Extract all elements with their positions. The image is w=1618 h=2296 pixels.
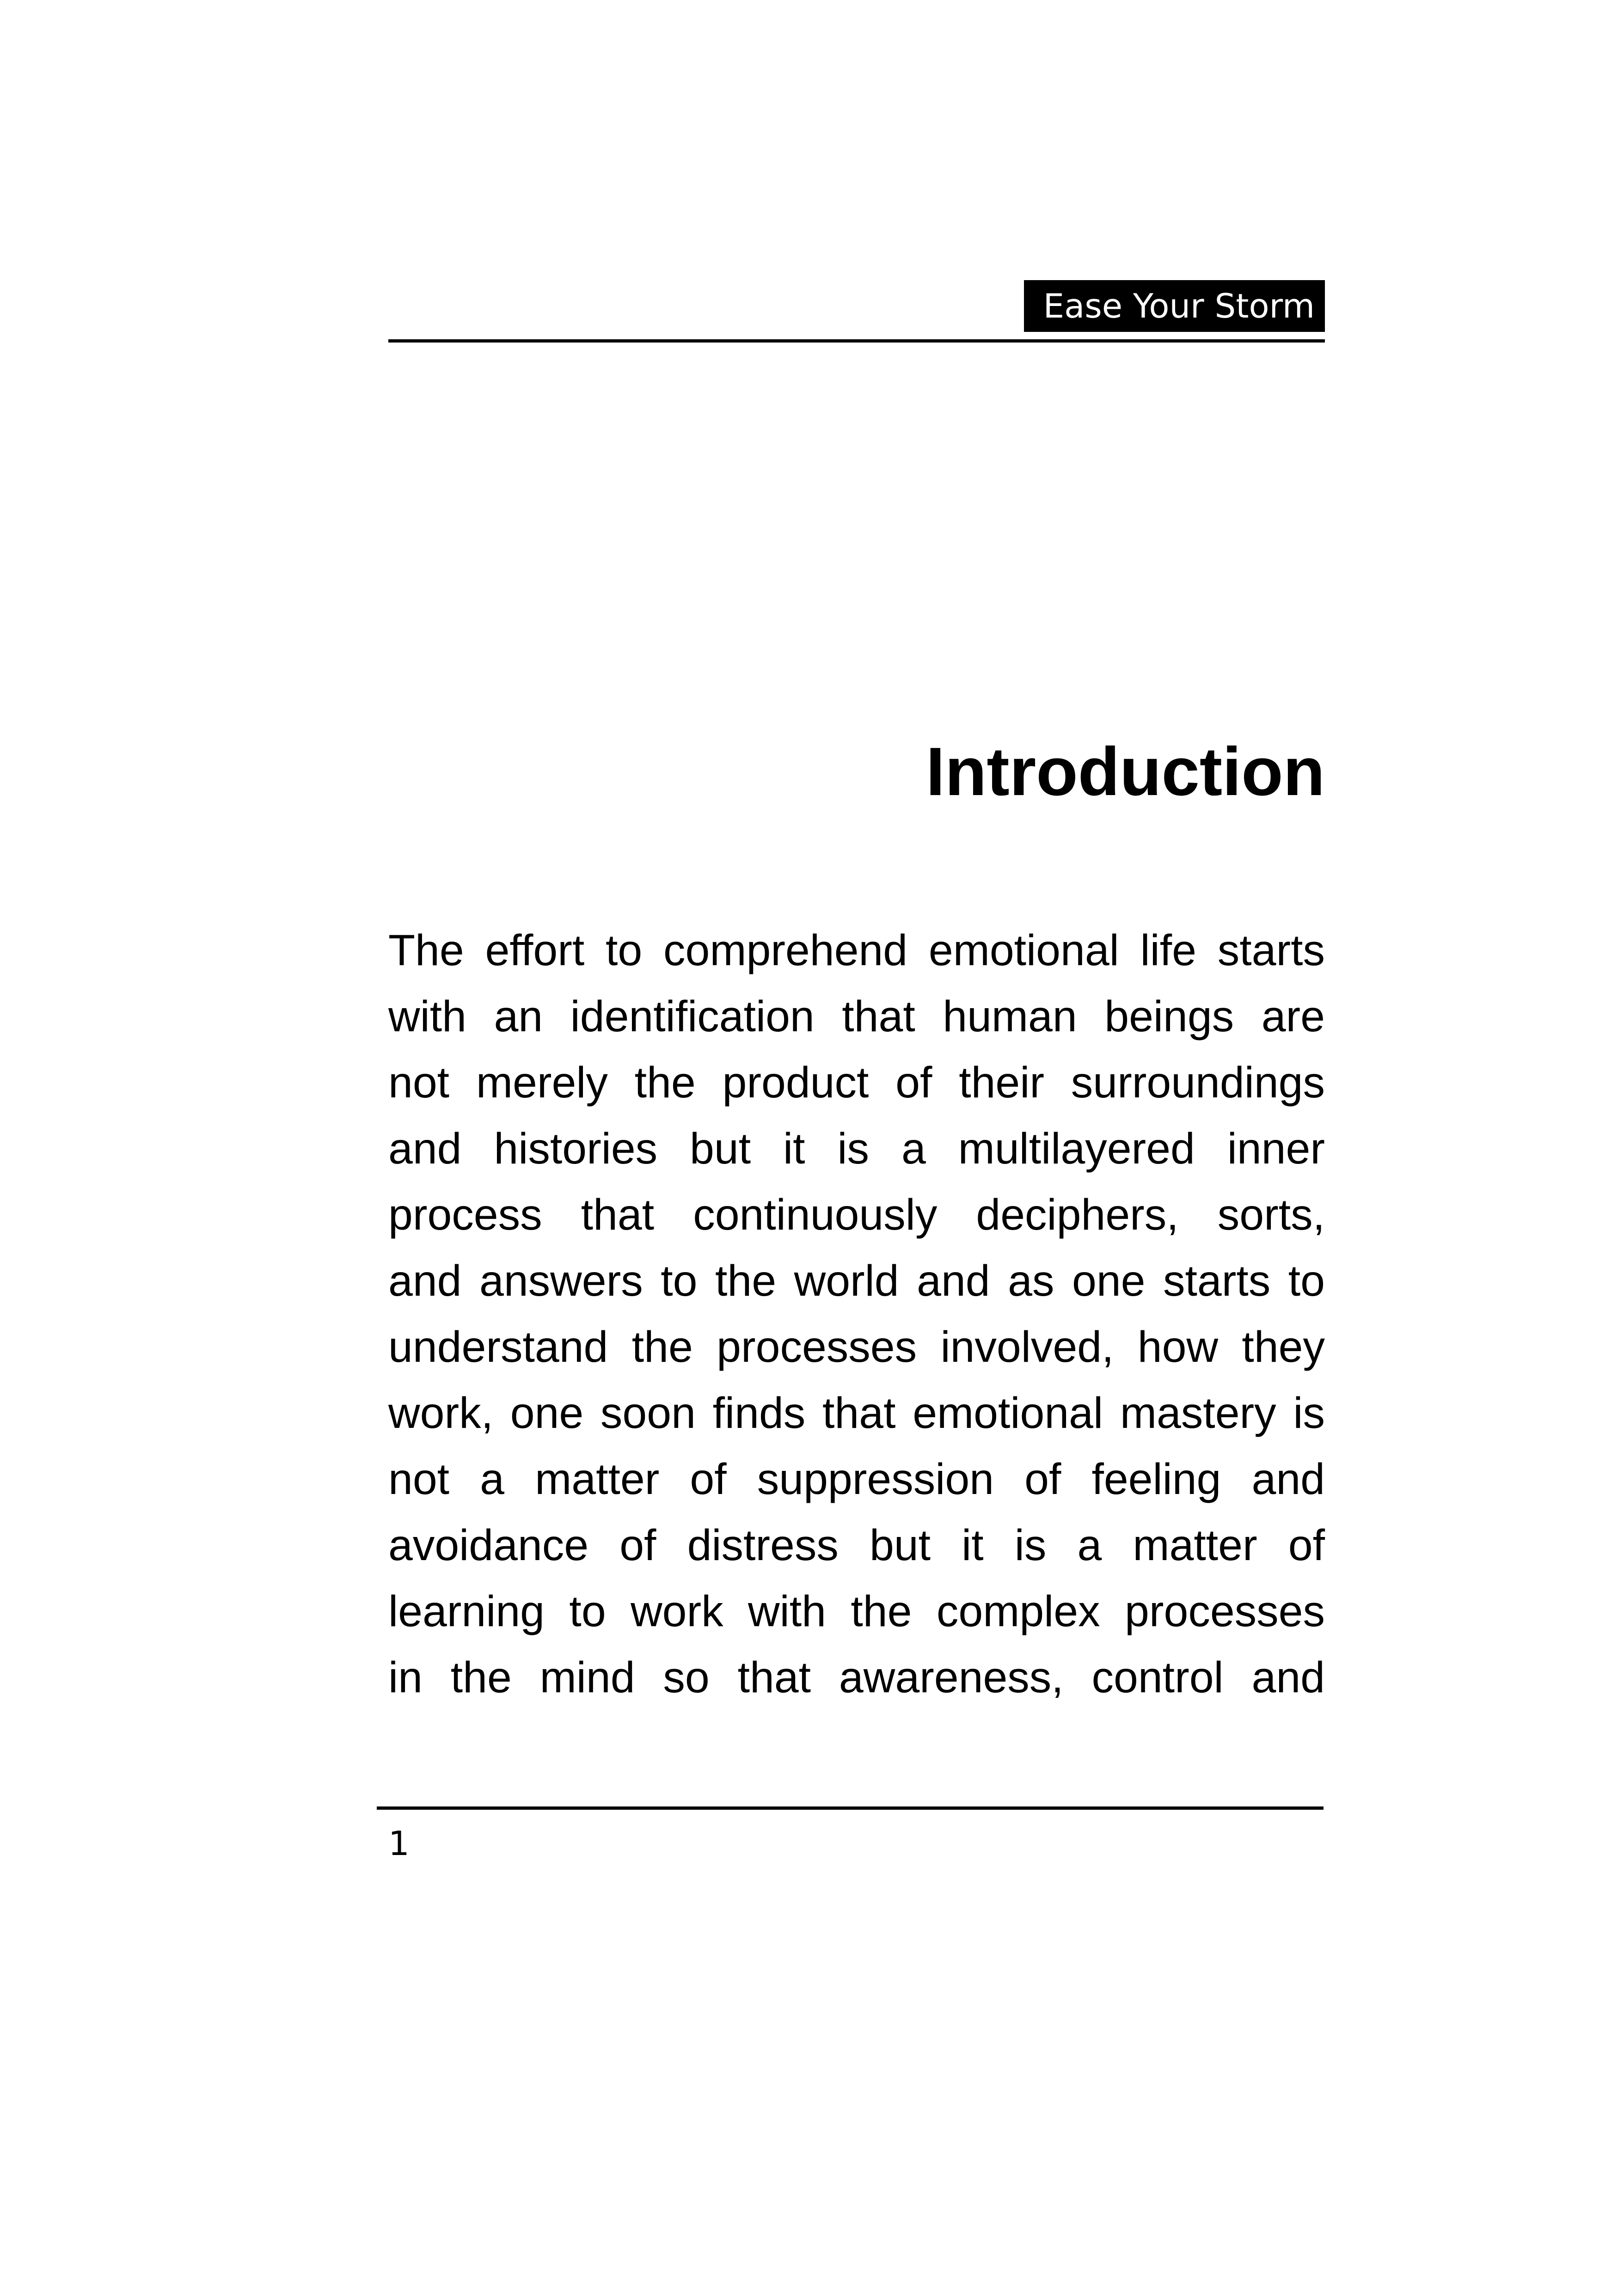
header-divider: [388, 339, 1325, 343]
chapter-title: Introduction: [925, 734, 1325, 810]
body-line: not a matter of suppression of feeling and: [388, 1455, 1325, 1504]
body-line: process that continuously deciphers, sorts,: [388, 1190, 1325, 1239]
body-line: not merely the product of their surroundings: [388, 1058, 1325, 1107]
body-paragraph: [388, 918, 1325, 1711]
page-number: 1: [388, 1824, 410, 1863]
body-line: learning to work with the complex processes: [388, 1587, 1325, 1636]
body-line: The effort to comprehend emotional life starts: [388, 926, 1325, 975]
footer-divider: [377, 1806, 1324, 1810]
body-line: with an identification that human beings are: [388, 992, 1325, 1041]
body-line: work, one soon finds that emotional mastery is: [388, 1389, 1325, 1438]
body-line: understand the processes involved, how they: [388, 1322, 1325, 1371]
running-header-title: Ease Your Storm: [1024, 280, 1325, 332]
body-line: and answers to the world and as one starts to: [388, 1256, 1325, 1305]
body-line: avoidance of distress but it is a matter of: [388, 1521, 1325, 1570]
body-line: in the mind so that awareness, control and: [388, 1653, 1325, 1702]
body-line: and histories but it is a multilayered inner: [388, 1124, 1325, 1173]
